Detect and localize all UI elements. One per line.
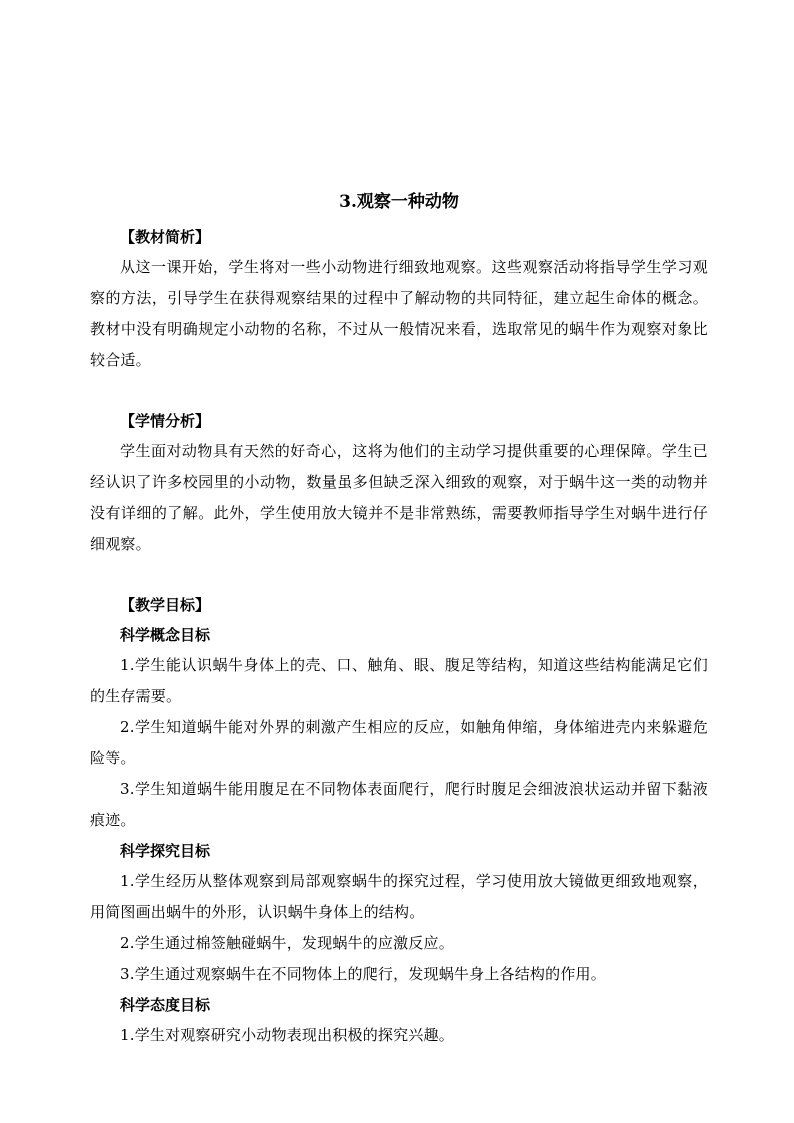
goal-item: 2.学生通过棉签触碰蜗牛，发现蜗牛的应激反应。 <box>120 934 454 952</box>
section-spacer <box>90 376 708 406</box>
section-heading-teaching-goals: 【教学目标】 <box>120 596 211 614</box>
goal-item: 3.学生通过观察蜗牛在不同物体上的爬行，发现蜗牛身上各结构的作用。 <box>120 965 606 983</box>
goal-item: 1.学生对观察研究小动物表现出积极的探究兴趣。 <box>120 1026 454 1044</box>
goal-item: 2.学生知道蜗牛能对外界的刺激产生相应的反应，如触角伸缩，身体缩进壳内来躲避危险等。 <box>90 718 708 767</box>
section-paragraph-textbook-analysis: 从这一课开始，学生将对一些小动物进行细致地观察。这些观察活动将指导学生学习观察的方法，引导学生在获得观察结果的过程中了解动物的共同特征，建立起生命体的概念。教材中没有明确规定小动物的名称，不过从一般情况来看，选取常见的蜗牛作为观察对象比较合适。 <box>90 258 708 369</box>
section-heading-student-analysis: 【学情分析】 <box>120 412 211 430</box>
subheading-concept-goals: 科学概念目标 <box>120 626 211 644</box>
section-paragraph-student-analysis: 学生面对动物具有天然的好奇心，这将为他们的主动学习提供重要的心理保障。学生已经认识了许多校园里的小动物，数量虽多但缺乏深入细致的观察，对于蜗牛这一类的动物并没有详细的了解。此外，学生使用放大镜并不是非常熟练，需要教师指导学生对蜗牛进行仔细观察。 <box>90 442 708 553</box>
subheading-inquiry-goals: 科学探究目标 <box>120 842 211 860</box>
subheading-attitude-goals: 科学态度目标 <box>120 996 211 1014</box>
section-spacer <box>90 560 708 590</box>
section-heading-textbook-analysis: 【教材简析】 <box>120 228 211 246</box>
document-title: 3.观察一种动物 <box>339 192 459 212</box>
goal-item: 3.学生知道蜗牛能用腹足在不同物体表面爬行，爬行时腹足会细波浪状运动并留下黏液痕迹。 <box>90 780 708 829</box>
goal-item: 1.学生能认识蜗牛身体上的壳、口、触角、眼、腹足等结构，知道这些结构能满足它们的生存需要。 <box>90 656 708 705</box>
goal-item: 1.学生经历从整体观察到局部观察蜗牛的探究过程，学习使用放大镜做更细致地观察，用简图画出蜗牛的外形，认识蜗牛身体上的结构。 <box>90 872 708 921</box>
document-content <box>90 188 708 1051</box>
